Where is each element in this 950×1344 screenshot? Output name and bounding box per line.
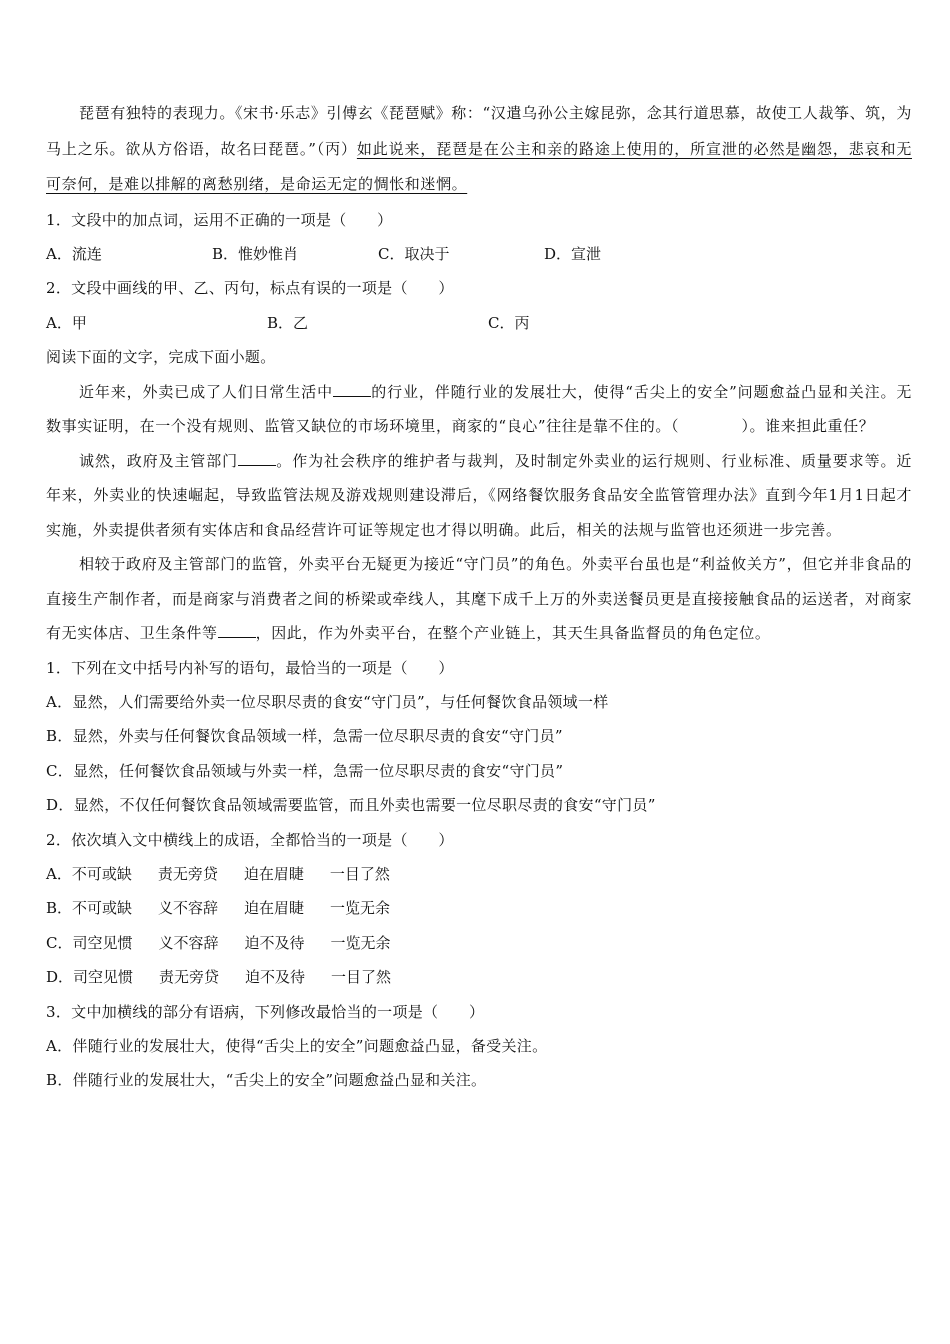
- exam-page: [46, 96, 912, 1098]
- q2-d-idiom-3: 迫不及待: [245, 968, 306, 987]
- q2-option-d[interactable]: [46, 960, 912, 994]
- passage1-underlined-sentence: 如此说来，琵琶是在公主和亲的路途上使用的，所宣泄的必然是幽怨，悲哀和无可奈何，是难以排解的离愁别绪，是命运无定的惆怅和迷惘。: [46, 139, 912, 193]
- fill-blank-2[interactable]: [238, 451, 276, 466]
- q2-a-idiom-2: 责无旁贷: [157, 864, 218, 883]
- p1-q1-option-b[interactable]: B．惟妙惟肖: [212, 244, 299, 263]
- q2-c-idiom-2: 义不容辞: [158, 933, 219, 952]
- passage2-p3-text-b: ，因此，作为外卖平台，在整个产业链上，其天生具备监督员的角色定位。: [255, 624, 771, 643]
- p1-q1-option-c[interactable]: C．取决于: [378, 244, 450, 263]
- passage2-paragraph-3: [46, 547, 912, 651]
- passage2-p1-text-b: 的行业，伴随行业的发展壮大，使得“舌尖上的安全”问题愈益凸显和关注。无数事实证明，在一个没有规则、监管又缺位的市场环境里，商家的“良心”往往是靠不住的。（ ）。谁来担此重任？: [46, 382, 912, 436]
- passage2-p2-text-a: 诚然，政府及主管部门: [79, 451, 238, 470]
- p1-q2-options: [46, 306, 912, 340]
- q2-option-c[interactable]: [46, 926, 912, 960]
- fill-blank-3[interactable]: [218, 623, 256, 638]
- p1-q1-options: [46, 237, 912, 271]
- p1-q2-option-a[interactable]: A．甲: [46, 313, 87, 332]
- q2-option-d-label: D．: [46, 968, 74, 987]
- q1-option-a[interactable]: A．显然，人们需要给外卖一位尽职尽责的食安“守门员”，与任何餐饮食品领域一样: [46, 692, 609, 711]
- passage2-p2-text-b: 。作为社会秩序的维护者与裁判，及时制定外卖业的运行规则、行业标准、质量要求等。近年来，外卖业的快速崛起，导致监管法规及游戏规则建设滞后，《网络餐饮服务食品安全监管管理办法》直到今年1月1日起才实施，外卖提供者须有实体店和食品经营许可证等规定也才得以明确。此后，相关的法规与监管也还须进一步完善。: [46, 451, 912, 539]
- q2-option-c-label: C．: [46, 933, 73, 952]
- q2-a-idiom-3: 迫在眉睫: [243, 864, 304, 883]
- q3-option-a[interactable]: A．伴随行业的发展壮大，使得“舌尖上的安全”问题愈益凸显，备受关注。: [46, 1037, 548, 1055]
- q2-b-idiom-1: 不可或缺: [72, 899, 133, 918]
- q2-b-idiom-3: 迫在眉睫: [244, 899, 305, 918]
- q2-stem: 2．依次填入文中横线上的成语，全都恰当的一项是（ ）: [46, 830, 454, 849]
- q2-c-idiom-1: 司空见惯: [72, 933, 133, 952]
- q2-d-idiom-1: 司空见惯: [73, 968, 134, 987]
- passage2-paragraph-2: [46, 444, 912, 548]
- q2-a-idiom-1: 不可或缺: [71, 864, 132, 883]
- q2-c-idiom-3: 迫不及待: [244, 933, 305, 952]
- passage2-p3-text-a: 相较于政府及主管部门的监管，外卖平台无疑更为接近“守门员”的角色。外卖平台虽也是“利益攸关方”，但它并非食品的直接生产制作者，而是商家与消费者之间的桥梁或牵线人，其麾下成千上万的外卖送餐员更是直接接触食品的运送者，对商家有无实体店、卫生条件等: [46, 555, 912, 643]
- p1-q2-stem: 2．文段中画线的甲、乙、丙句，标点有误的一项是（ ）: [46, 279, 454, 298]
- p1-q1-option-a[interactable]: A．流连: [46, 244, 102, 263]
- q2-c-idiom-4: 一览无余: [330, 933, 391, 952]
- p1-q1-option-d[interactable]: D．宣泄: [544, 244, 602, 263]
- q1-stem: 1．下列在文中括号内补写的语句，最恰当的一项是（ ）: [46, 658, 454, 677]
- fill-blank-1[interactable]: [333, 382, 371, 397]
- q1-option-b[interactable]: B．显然，外卖与任何餐饮食品领域一样，急需一位尽职尽责的食安“守门员”: [46, 727, 563, 746]
- p1-q2-option-b[interactable]: B．乙: [267, 313, 309, 332]
- q2-a-idiom-4: 一目了然: [329, 864, 390, 883]
- q3-option-b[interactable]: B．伴随行业的发展壮大，“舌尖上的安全”问题愈益凸显和关注。: [46, 1071, 487, 1090]
- q2-d-idiom-4: 一目了然: [331, 968, 392, 987]
- p1-q2-option-c[interactable]: C．丙: [488, 313, 530, 332]
- passage1-paragraph: [46, 96, 912, 203]
- q1-option-c[interactable]: C．显然，任何餐饮食品领域与外卖一样，急需一位尽职尽责的食安“守门员”: [46, 761, 564, 780]
- q2-b-idiom-2: 义不容辞: [158, 899, 219, 918]
- q2-option-b[interactable]: [46, 891, 912, 925]
- reading-instruction: 阅读下面的文字，完成下面小题。: [46, 348, 276, 367]
- q3-stem: 3．文中加横线的部分有语病，下列修改最恰当的一项是（ ）: [46, 1002, 485, 1021]
- p1-q1-stem: 1．文段中的加点词，运用不正确的一项是（ ）: [46, 210, 393, 229]
- passage2-paragraph-1: [46, 375, 912, 444]
- passage1-text: 琵琶有独特的表现力。《宋书·乐志》引傅玄《琵琶赋》称：“汉遣乌孙公主嫁昆弥，念其行道思慕，故使工人裁筝、筑，为马上之乐。欲从方俗语，故名曰琵琶。”（丙）: [46, 104, 912, 158]
- q1-option-d[interactable]: D．显然，不仅任何餐饮食品领域需要监管，而且外卖也需要一位尽职尽责的食安“守门员”: [46, 796, 656, 815]
- q2-option-a[interactable]: [46, 857, 912, 891]
- q2-b-idiom-4: 一览无余: [330, 899, 391, 918]
- q2-d-idiom-2: 责无旁贷: [159, 968, 220, 987]
- q2-option-b-label: B．: [46, 899, 73, 918]
- passage2-p1-text-a: 近年来，外卖已成了人们日常生活中: [79, 382, 334, 401]
- q2-option-a-label: A．: [46, 864, 72, 883]
